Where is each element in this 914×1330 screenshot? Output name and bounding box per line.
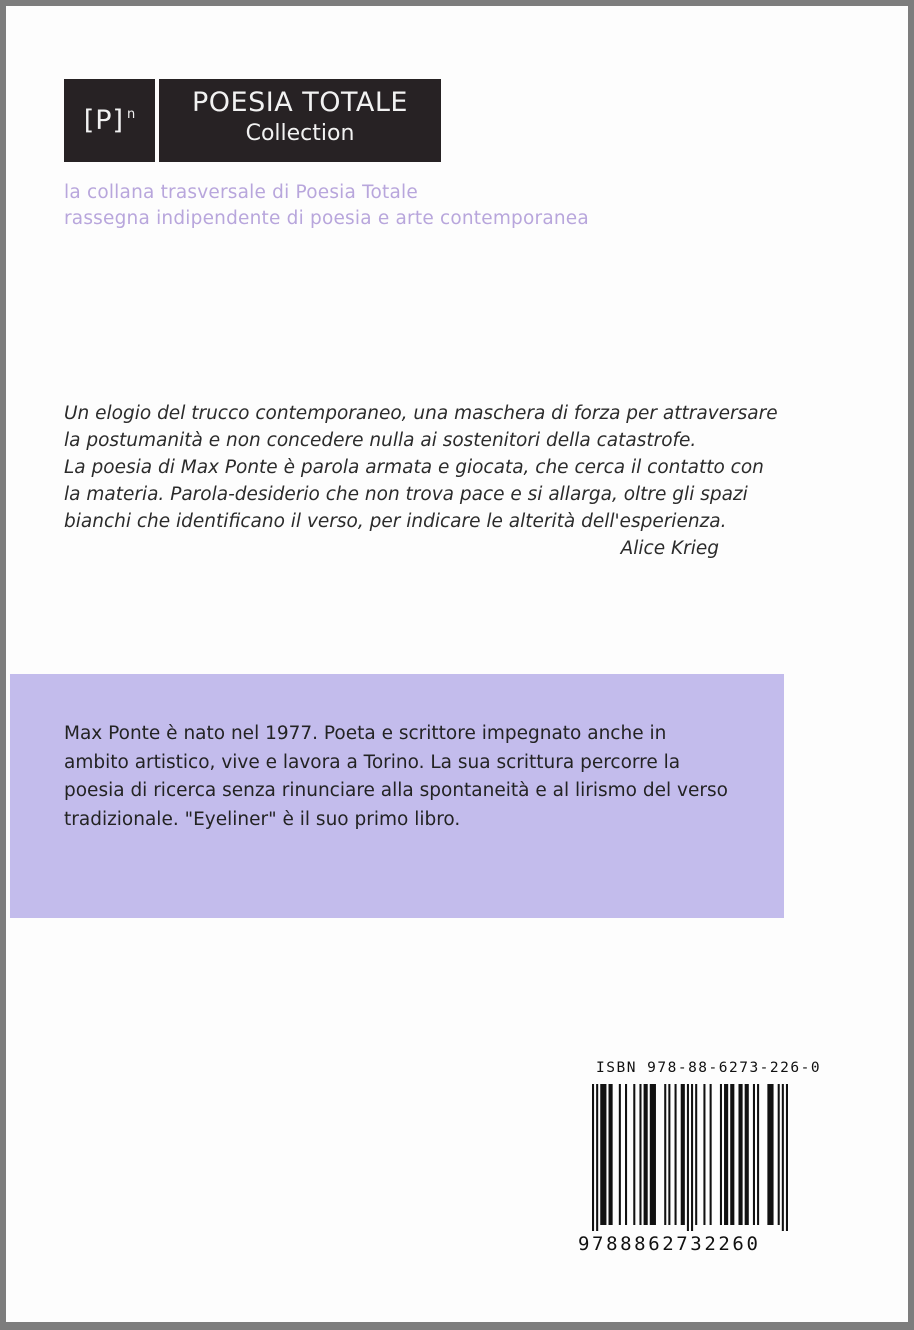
quote-line: bianchi che identificano il verso, per indicare le alterità dell'esperienza. <box>64 511 727 532</box>
quote-line: la postumanità e non concedere nulla ai sostenitori della catastrofe. <box>64 430 697 451</box>
barcode-bar <box>720 1084 722 1225</box>
barcode-bar <box>625 1084 627 1225</box>
barcode-bar <box>695 1084 697 1225</box>
barcode-bar <box>724 1084 728 1225</box>
bio-line: tradizionale. "Eyeliner" è il suo primo libro. <box>64 808 461 830</box>
bio-line: ambito artistico, vive e lavora a Torino. La sua scrittura percorre la <box>64 751 681 773</box>
barcode-bar <box>650 1084 656 1225</box>
isbn-label: ISBN 978-88-6273-226-0 <box>596 1060 822 1076</box>
barcode-bar <box>703 1084 705 1225</box>
barcode-bar <box>778 1084 780 1225</box>
barcode-bar <box>753 1084 755 1225</box>
quote-line: Un elogio del trucco contemporaneo, una maschera di forza per attraversare <box>64 403 778 424</box>
barcode-bar <box>644 1084 648 1225</box>
barcode-bar <box>633 1084 635 1225</box>
bio-line: Max Ponte è nato nel 1977. Poeta e scrittore impegnato anche in <box>64 723 667 744</box>
barcode-bar <box>592 1084 594 1231</box>
author-bio <box>64 720 774 834</box>
barcode-bar <box>609 1084 613 1225</box>
barcode-bar <box>639 1084 641 1225</box>
barcode-bar <box>687 1084 689 1231</box>
quote-line: la materia. Parola-desiderio che non trova pace e si allarga, oltre gli spazi <box>64 484 748 505</box>
tagline-line-1: la collana trasversale di Poesia Totale <box>64 182 418 203</box>
barcode-graphic <box>592 1084 788 1231</box>
barcode-bar <box>782 1084 784 1231</box>
bio-line: poesia di ricerca senza rinunciare alla spontaneità e al lirismo del verso <box>64 780 728 801</box>
barcode-bar <box>668 1084 670 1225</box>
collection-logo <box>159 79 441 162</box>
tagline-line-2: rassegna indipendente di poesia e arte contemporanea <box>64 208 589 229</box>
barcode-bar <box>664 1084 666 1225</box>
collection-title: POESIA TOTALE <box>192 87 408 118</box>
barcode-bar <box>767 1084 773 1225</box>
barcode-bar <box>730 1084 734 1225</box>
barcode-bar <box>738 1084 742 1225</box>
barcode-bar <box>600 1084 606 1225</box>
barcode-bar <box>745 1084 749 1225</box>
barcode-bar <box>757 1084 759 1225</box>
barcode-bar <box>681 1084 685 1225</box>
blurb-quote <box>64 400 778 535</box>
barcode-bar <box>691 1084 693 1231</box>
barcode-bar <box>786 1084 788 1231</box>
quote-line: La poesia di Max Ponte è parola armata e giocata, che cerca il contatto con <box>64 457 764 478</box>
barcode-bar <box>596 1084 598 1231</box>
quote-author: Alice Krieg <box>620 538 719 559</box>
barcode-bar <box>675 1084 677 1225</box>
ean-digits: 9788862732260 <box>578 1233 761 1255</box>
barcode-bar <box>710 1084 712 1225</box>
logo-mark-text: [P] <box>83 105 125 136</box>
barcode-bar <box>619 1084 621 1225</box>
collection-subtitle: Collection <box>245 121 355 146</box>
publisher-logo-mark <box>64 79 155 162</box>
logo-mark-superscript: n <box>127 107 136 122</box>
